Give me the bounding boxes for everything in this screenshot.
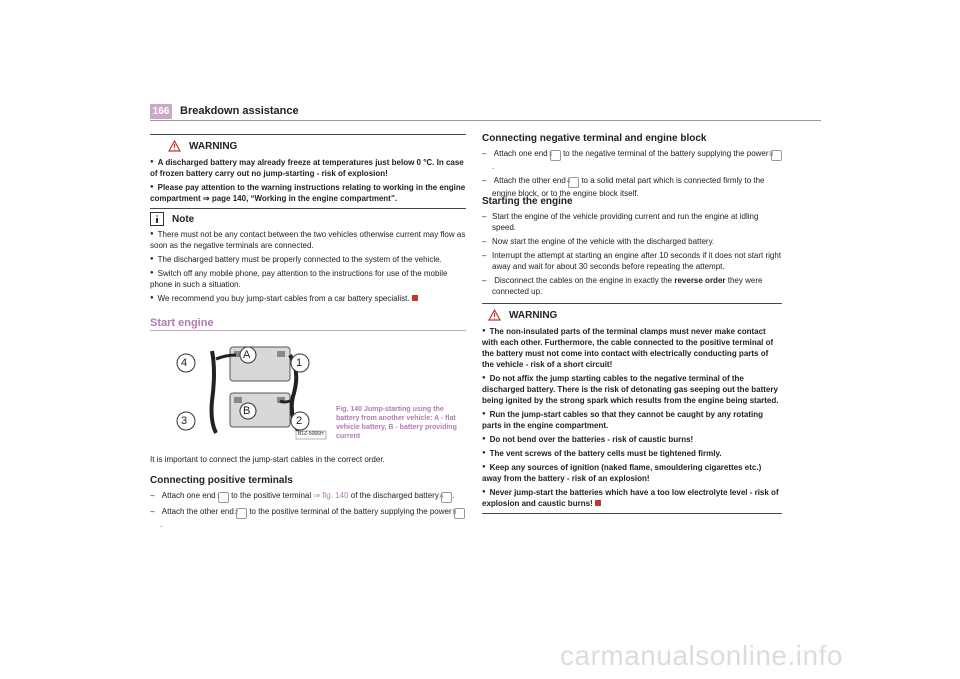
step-text: to the positive terminal of the battery supplying the power (249, 507, 452, 516)
section-title: Start engine (150, 317, 214, 329)
note-item: ● Switch off any mobile phone, pay attention to the instructions for use of the mobile phone in such a situation. (150, 268, 466, 290)
step-text: to the positive terminal (231, 491, 312, 500)
note-title: Note (172, 213, 195, 225)
figure-label-2: 2 (296, 415, 303, 427)
figure-code: B1Z-5066H (298, 431, 324, 437)
end-mark (412, 295, 418, 301)
note-item-text: We recommend you buy jump-start cables from a car battery specialist. (157, 294, 410, 303)
note-item: ● The discharged battery must be properly connected to the system of the vehicle. (150, 254, 466, 265)
step-text: Attach the other end (161, 507, 234, 516)
warning-item: ● The vent screws of the battery cells must be tightened firmly. (482, 448, 782, 459)
step-text: to a solid metal part which is connected firmly to the engine block, or to the engine block itself. (492, 176, 765, 198)
figure-link[interactable]: ⇒ fig. 140 (313, 491, 349, 500)
section-rule (150, 330, 466, 331)
watermark: carmanualsonline.info (560, 640, 843, 671)
warning-item: ● Please pay attention to the warning instructions relating to working in the engine compartment ⇒ page 140, “Working in the engine compartment”. (150, 182, 466, 204)
figure-label-b: B (243, 405, 251, 417)
intro-paragraph: It is important to connect the jump-start cables in the correct order. (150, 455, 385, 464)
warning-heading (482, 307, 782, 323)
ref-badge: 3 (550, 150, 561, 161)
note-block (150, 212, 466, 304)
step-text: they were connected up. (492, 276, 763, 296)
warning-item: ● Keep any sources of ignition (naked flame, smouldering cigarettes etc.) away from the battery - risk of an explosion! (482, 462, 782, 484)
figure-label-a: A (243, 349, 251, 361)
warning-item-text: Never jump-start the batteries which have a too low electrolyte level - risk of explosion and caustic burns! (482, 488, 779, 508)
note-heading (150, 212, 466, 226)
negative-heading: Connecting negative terminal and engine block (482, 133, 707, 144)
ref-badge: A (441, 492, 452, 503)
step-text: to the negative terminal of the battery supplying the power (563, 149, 769, 158)
figure-label-1: 1 (296, 357, 303, 369)
starting-heading: Starting the engine (482, 196, 573, 207)
ref-badge: 2 (236, 508, 247, 519)
warning-triangle-icon (168, 140, 181, 152)
step-text: Attach one end (493, 149, 548, 158)
warning-box-battery (150, 134, 466, 209)
warning-item: ● Do not bend over the batteries - risk of caustic burns! (482, 434, 782, 445)
warning-heading (150, 138, 466, 154)
step-emphasis: reverse order (674, 276, 726, 285)
step-item: – Now start the engine of the vehicle with the discharged battery. (482, 236, 782, 247)
step-item: – Interrupt the attempt at starting an engine after 10 seconds if it does not start right away and wait for about 30 seconds before repeating the attempt. (482, 250, 782, 272)
note-item: ● There must not be any contact between the two vehicles otherwise current may flow as soon as the negative terminals are connected. (150, 229, 466, 251)
step-item (482, 275, 782, 297)
figure-caption: Fig. 140 Jump-starting using the battery from another vehicle: A - flat vehicle battery, B - battery providing current (336, 406, 457, 440)
warning-item: ● Run the jump-start cables so that they cannot be caught by any rotating parts in the engine compartment. (482, 409, 782, 431)
step-text: of the discharged battery (350, 491, 439, 500)
page-number: 166 (150, 104, 172, 119)
step-text: Attach one end (161, 491, 216, 500)
ref-badge: 4 (568, 177, 579, 188)
step-text: Attach the other end (493, 176, 566, 185)
warning-box-cables (482, 303, 782, 514)
step-text: Disconnect the cables on the engine in exactly the (494, 276, 673, 285)
positive-heading: Connecting positive terminals (150, 475, 293, 486)
warning-item (482, 487, 782, 509)
warning-title: WARNING (189, 140, 238, 152)
ref-badge: B (771, 150, 782, 161)
negative-section (482, 132, 782, 199)
step-item: – Attach the other end 2 to the positive terminal of the battery supplying the power B. (150, 506, 466, 530)
positive-section (150, 474, 466, 530)
figure-jump-start (172, 341, 328, 441)
figure-label-3: 3 (181, 415, 188, 427)
step-item: – Start the engine of the vehicle providing current and run the engine at idling speed. (482, 211, 782, 233)
warning-item: ● A discharged battery may already freeze at temperatures just below 0 °C. In case of frozen battery carry out no jump-starting - risk of explosion! (150, 157, 466, 179)
header-rule (150, 120, 821, 121)
note-item (150, 293, 466, 304)
step-item: – Attach one end 3 to the negative terminal of the battery supplying the power B. (482, 148, 782, 172)
ref-badge: 1 (218, 492, 229, 503)
step-item: – Attach one end 1 to the positive terminal ⇒ fig. 140 of the discharged battery A . (150, 490, 466, 503)
end-mark (595, 500, 601, 506)
warning-triangle-icon (488, 309, 501, 321)
warning-title: WARNING (509, 309, 558, 321)
warning-item: ● The non-insulated parts of the terminal clamps must never make contact with each other. Furthermore, the cable connected to the positive terminal of the battery must not come into contact with electrically conducting parts of the vehicle - risk of a short circuit! (482, 326, 782, 370)
warning-item: ● Do not affix the jump starting cables to the negative terminal of the discharged battery. There is the risk of detonating gas seeping out the battery being ignited by the strong spark which results from the engine being started. (482, 373, 782, 406)
info-icon (150, 212, 164, 226)
ref-badge: B (454, 508, 465, 519)
page-header-title: Breakdown assistance (180, 105, 299, 117)
figure-label-4: 4 (181, 357, 188, 369)
starting-section (482, 195, 782, 297)
